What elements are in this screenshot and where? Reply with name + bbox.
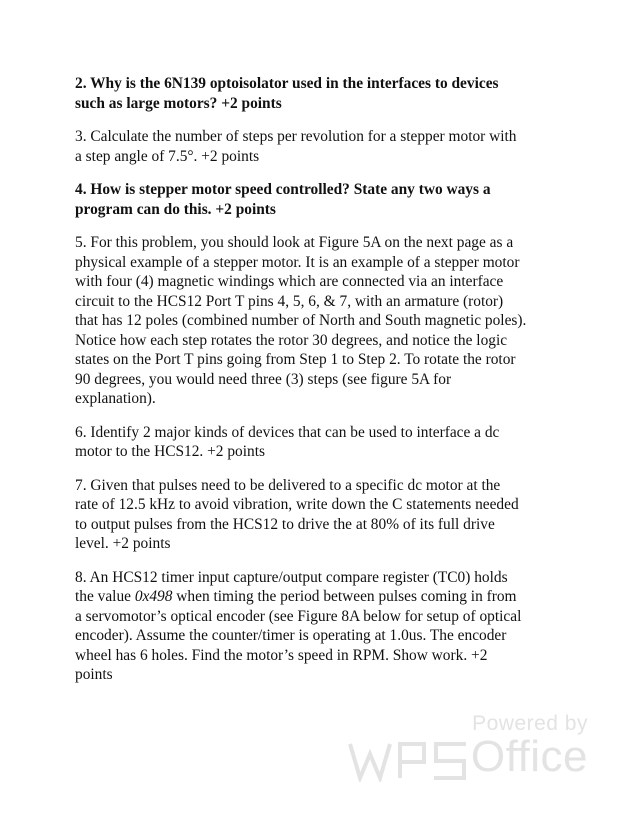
watermark-office: Office bbox=[470, 732, 588, 781]
document-page bbox=[75, 74, 571, 699]
wps-logo-icon bbox=[348, 740, 472, 782]
wps-watermark bbox=[348, 712, 588, 792]
watermark-powered-by: Powered by bbox=[472, 712, 588, 735]
question-2: 2. Why is the 6N139 optoisolator used in the interfaces to devices such as large motors? +2 points bbox=[75, 75, 499, 112]
question-6: 6. Identify 2 major kinds of devices that can be used to interface a dc motor to the HCS12. +2 points bbox=[75, 423, 500, 460]
question-8-before: 8. An HCS12 timer input capture/output compare register (TC0) holds the value bbox=[75, 568, 508, 605]
question-7: 7. Given that pulses need to be delivered to a specific dc motor at the rate of 12.5 kHz to avoid vibration, write down the C statements needed to output pulses from the HCS12 to drive the at 80% of its full drive level. +2 points bbox=[75, 476, 519, 552]
question-4: 4. How is stepper motor speed controlled? State any two ways a program can do this. +2 points bbox=[75, 181, 491, 218]
question-8-register-value: 0x498 bbox=[134, 588, 173, 605]
question-5: 5. For this problem, you should look at Figure 5A on the next page as a physical example of a stepper motor. It is an example of a stepper motor with four (4) magnetic windings which are connected via an interface circuit to the HCS12 Port T pins 4, 5, 6, & 7, with an armature (rotor) that has 12 poles (combined number of North and South magnetic poles). Notice how each step rotates the rotor 30 degrees, and notice the logic states on the Port T pins going from Step 1 to Step 2. To rotate the rotor 90 degrees, you would need three (3) steps (see figure 5A for explanation). bbox=[75, 234, 527, 407]
question-8-after: when timing the period between pulses coming in from a servomotor’s optical encoder (see Figure 8A below for setup of optical encoder). Assume the counter/timer is operating at 1.0us. The encoder wheel has 6 holes. Find the motor’s speed in RPM. Show work. +2 points bbox=[75, 588, 522, 683]
question-3: 3. Calculate the number of steps per revolution for a stepper motor with a step angle of 7.5°. +2 points bbox=[75, 128, 517, 165]
question-8 bbox=[75, 568, 571, 685]
